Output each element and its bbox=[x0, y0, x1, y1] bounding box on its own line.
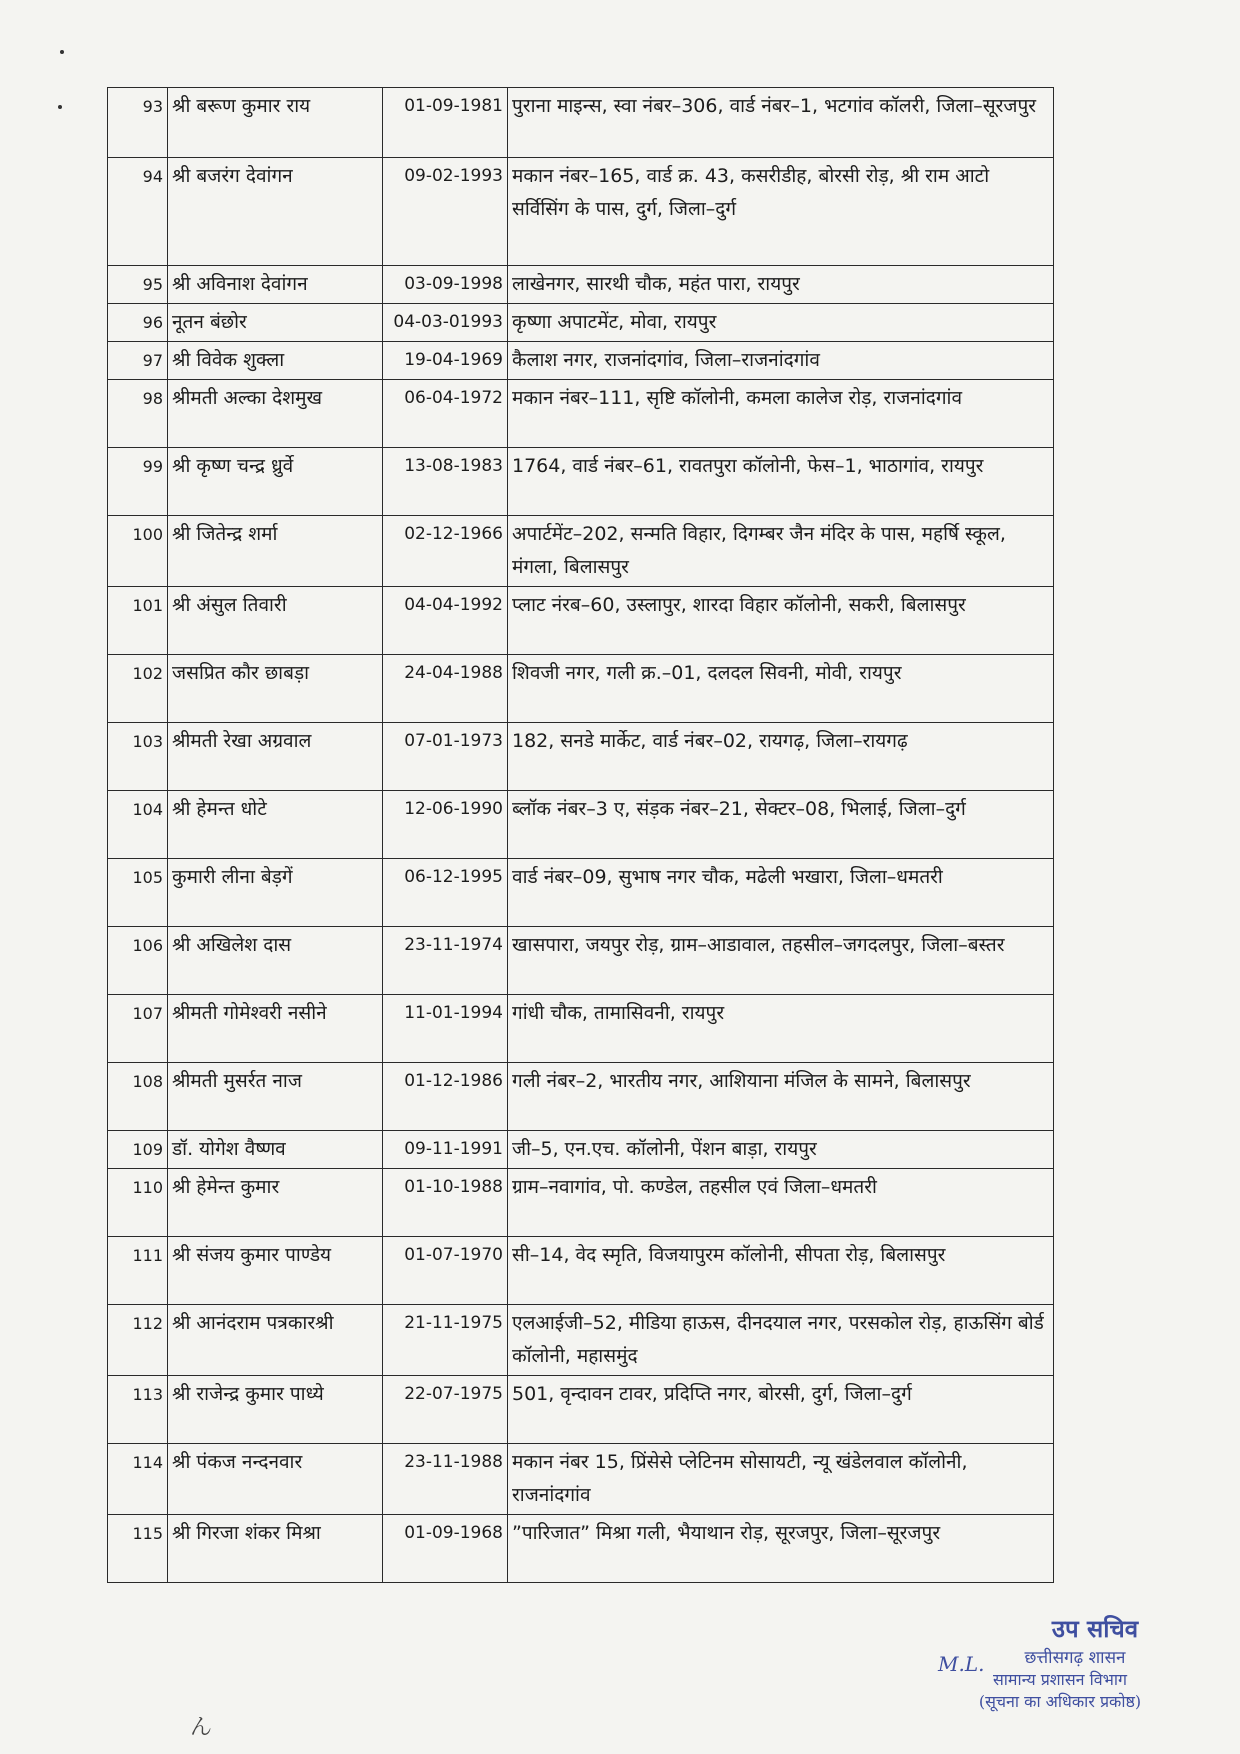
row-address: 182, सनडे मार्केट, वार्ड नंबर–02, रायगढ़, जिला–रायगढ़ bbox=[508, 723, 1054, 791]
row-date-of-birth: 21-11-1975 bbox=[383, 1305, 508, 1376]
table-row bbox=[108, 791, 1054, 859]
table-row bbox=[108, 723, 1054, 791]
row-date-of-birth: 01-12-1986 bbox=[383, 1063, 508, 1131]
row-name: श्री राजेन्द्र कुमार पाध्ये bbox=[168, 1376, 383, 1444]
row-serial-number: 98 bbox=[108, 380, 168, 448]
table-body bbox=[108, 88, 1054, 1583]
row-serial-number: 102 bbox=[108, 655, 168, 723]
row-date-of-birth: 06-12-1995 bbox=[383, 859, 508, 927]
row-date-of-birth: 23-11-1974 bbox=[383, 927, 508, 995]
row-name: श्री अविनाश देवांगन bbox=[168, 266, 383, 304]
row-serial-number: 105 bbox=[108, 859, 168, 927]
row-address: गांधी चौक, तामासिवनी, रायपुर bbox=[508, 995, 1054, 1063]
row-date-of-birth: 07-01-1973 bbox=[383, 723, 508, 791]
row-date-of-birth: 03-09-1998 bbox=[383, 266, 508, 304]
stamp-cell: (सूचना का अधिकार प्रकोष्ठ) bbox=[978, 1692, 1142, 1711]
row-name: श्री आनंदराम पत्रकारश्री bbox=[168, 1305, 383, 1376]
official-stamp bbox=[940, 1612, 1180, 1712]
row-address: पुराना माइन्स, स्वा नंबर–306, वार्ड नंबर–1, भटगांव कॉलरी, जिला–सूरजपुर bbox=[508, 88, 1054, 158]
row-serial-number: 113 bbox=[108, 1376, 168, 1444]
row-address: ”पारिजात” मिश्रा गली, भैयाथान रोड़, सूरजपुर, जिला–सूरजपुर bbox=[508, 1515, 1054, 1583]
row-date-of-birth: 04-04-1992 bbox=[383, 587, 508, 655]
punch-mark bbox=[58, 105, 62, 109]
row-address: प्लाट नंरब–60, उस्लापुर, शारदा विहार कॉलोनी, सकरी, बिलासपुर bbox=[508, 587, 1054, 655]
row-address: 501, वृन्दावन टावर, प्रदिप्ति नगर, बोरसी, दुर्ग, जिला–दुर्ग bbox=[508, 1376, 1054, 1444]
row-address: कृष्णा अपाटमेंट, मोवा, रायपुर bbox=[508, 304, 1054, 342]
row-serial-number: 112 bbox=[108, 1305, 168, 1376]
table-row bbox=[108, 1515, 1054, 1583]
row-serial-number: 109 bbox=[108, 1131, 168, 1169]
row-name: श्री संजय कुमार पाण्डेय bbox=[168, 1237, 383, 1305]
table-row bbox=[108, 88, 1054, 158]
row-name: श्री अखिलेश दास bbox=[168, 927, 383, 995]
signature-initials: M.L. bbox=[938, 1652, 985, 1676]
table-row bbox=[108, 380, 1054, 448]
row-name: श्री बरूण कुमार राय bbox=[168, 88, 383, 158]
row-address: लाखेनगर, सारथी चौक, महंत पारा, रायपुर bbox=[508, 266, 1054, 304]
row-date-of-birth: 12-06-1990 bbox=[383, 791, 508, 859]
table-row bbox=[108, 448, 1054, 516]
row-address: 1764, वार्ड नंबर–61, रावतपुरा कॉलोनी, फेस–1, भाठागांव, रायपुर bbox=[508, 448, 1054, 516]
row-address: मकान नंबर–111, सृष्टि कॉलोनी, कमला कालेज रोड़, राजनांदगांव bbox=[508, 380, 1054, 448]
row-address: जी–5, एन.एच. कॉलोनी, पेंशन बाड़ा, रायपुर bbox=[508, 1131, 1054, 1169]
table-row bbox=[108, 859, 1054, 927]
punch-mark bbox=[60, 50, 64, 54]
row-address: मकान नंबर–165, वार्ड क्र. 43, कसरीडीह, बोरसी रोड़, श्री राम आटो सर्विसिंग के पास, दुर्ग, जिला–दुर्ग bbox=[508, 158, 1054, 266]
row-name: श्री विवेक शुक्ला bbox=[168, 342, 383, 380]
table-row bbox=[108, 158, 1054, 266]
row-date-of-birth: 01-10-1988 bbox=[383, 1169, 508, 1237]
row-serial-number: 95 bbox=[108, 266, 168, 304]
table-row bbox=[108, 516, 1054, 587]
row-serial-number: 93 bbox=[108, 88, 168, 158]
row-name: डॉ. योगेश वैष्णव bbox=[168, 1131, 383, 1169]
row-date-of-birth: 01-09-1981 bbox=[383, 88, 508, 158]
row-serial-number: 106 bbox=[108, 927, 168, 995]
table-row bbox=[108, 1237, 1054, 1305]
table-row bbox=[108, 1444, 1054, 1515]
row-serial-number: 96 bbox=[108, 304, 168, 342]
row-name: श्री पंकज नन्दनवार bbox=[168, 1444, 383, 1515]
row-name: श्रीमती गोमेश्वरी नसीने bbox=[168, 995, 383, 1063]
table-row bbox=[108, 927, 1054, 995]
row-serial-number: 101 bbox=[108, 587, 168, 655]
row-name: श्रीमती अल्का देशमुख bbox=[168, 380, 383, 448]
stamp-dept: सामान्य प्रशासन विभाग bbox=[992, 1670, 1128, 1689]
row-name: श्री जितेन्द्र शर्मा bbox=[168, 516, 383, 587]
table-row bbox=[108, 587, 1054, 655]
row-serial-number: 99 bbox=[108, 448, 168, 516]
row-date-of-birth: 02-12-1966 bbox=[383, 516, 508, 587]
row-date-of-birth: 04-03-01993 bbox=[383, 304, 508, 342]
row-serial-number: 103 bbox=[108, 723, 168, 791]
row-address: अपार्टमेंट–202, सन्मति विहार, दिगम्बर जैन मंदिर के पास, महर्षि स्कूल, मंगला, बिलासपुर bbox=[508, 516, 1054, 587]
row-serial-number: 115 bbox=[108, 1515, 168, 1583]
row-serial-number: 100 bbox=[108, 516, 168, 587]
stamp-govt: छत्तीसगढ़ शासन bbox=[1024, 1648, 1126, 1668]
row-address: शिवजी नगर, गली क्र.–01, दलदल सिवनी, मोवी, रायपुर bbox=[508, 655, 1054, 723]
row-address: मकान नंबर 15, प्रिंसेसे प्लेटिनम सोसायटी, न्यू खंडेलवाल कॉलोनी, राजनांदगांव bbox=[508, 1444, 1054, 1515]
person-list-table bbox=[107, 87, 1054, 1583]
row-address: कैलाश नगर, राजनांदगांव, जिला–राजनांदगांव bbox=[508, 342, 1054, 380]
row-address: सी–14, वेद स्मृति, विजयापुरम कॉलोनी, सीपता रोड़, बिलासपुर bbox=[508, 1237, 1054, 1305]
row-serial-number: 114 bbox=[108, 1444, 168, 1515]
table-row bbox=[108, 304, 1054, 342]
handwritten-mark: ん bbox=[190, 1715, 213, 1740]
row-name: श्री गिरजा शंकर मिश्रा bbox=[168, 1515, 383, 1583]
row-date-of-birth: 01-09-1968 bbox=[383, 1515, 508, 1583]
row-date-of-birth: 22-07-1975 bbox=[383, 1376, 508, 1444]
row-serial-number: 94 bbox=[108, 158, 168, 266]
row-address: गली नंबर–2, भारतीय नगर, आशियाना मंजिल के सामने, बिलासपुर bbox=[508, 1063, 1054, 1131]
row-date-of-birth: 01-07-1970 bbox=[383, 1237, 508, 1305]
row-date-of-birth: 09-02-1993 bbox=[383, 158, 508, 266]
row-serial-number: 97 bbox=[108, 342, 168, 380]
row-serial-number: 108 bbox=[108, 1063, 168, 1131]
row-name: श्री अंसुल तिवारी bbox=[168, 587, 383, 655]
row-name: श्रीमती रेखा अग्रवाल bbox=[168, 723, 383, 791]
row-serial-number: 104 bbox=[108, 791, 168, 859]
row-date-of-birth: 13-08-1983 bbox=[383, 448, 508, 516]
row-serial-number: 107 bbox=[108, 995, 168, 1063]
row-name: श्री कृष्ण चन्द्र ध्रुर्वे bbox=[168, 448, 383, 516]
row-name: श्रीमती मुसर्रत नाज bbox=[168, 1063, 383, 1131]
row-date-of-birth: 06-04-1972 bbox=[383, 380, 508, 448]
row-date-of-birth: 09-11-1991 bbox=[383, 1131, 508, 1169]
table-row bbox=[108, 1131, 1054, 1169]
row-serial-number: 110 bbox=[108, 1169, 168, 1237]
stamp-title: उप सचिव bbox=[1051, 1614, 1139, 1643]
table-row bbox=[108, 655, 1054, 723]
row-name: कुमारी लीना बेड़गें bbox=[168, 859, 383, 927]
row-name: नूतन बंछोर bbox=[168, 304, 383, 342]
row-address: एलआईजी–52, मीडिया हाऊस, दीनदयाल नगर, परसकोल रोड़, हाऊसिंग बोर्ड कॉलोनी, महासमुंद bbox=[508, 1305, 1054, 1376]
row-date-of-birth: 11-01-1994 bbox=[383, 995, 508, 1063]
table-row bbox=[108, 342, 1054, 380]
table-row bbox=[108, 266, 1054, 304]
row-name: श्री हेमन्त धोटे bbox=[168, 791, 383, 859]
row-date-of-birth: 23-11-1988 bbox=[383, 1444, 508, 1515]
row-address: ब्लॉक नंबर–3 ए, संड़क नंबर–21, सेक्टर–08, भिलाई, जिला–दुर्ग bbox=[508, 791, 1054, 859]
row-name: श्री हेमेन्त कुमार bbox=[168, 1169, 383, 1237]
row-address: ग्राम–नवागांव, पो. कण्डेल, तहसील एवं जिला–धमतरी bbox=[508, 1169, 1054, 1237]
table-row bbox=[108, 1305, 1054, 1376]
table-row bbox=[108, 995, 1054, 1063]
row-name: श्री बजरंग देवांगन bbox=[168, 158, 383, 266]
row-date-of-birth: 24-04-1988 bbox=[383, 655, 508, 723]
row-address: वार्ड नंबर–09, सुभाष नगर चौक, मढेली भखारा, जिला–धमतरी bbox=[508, 859, 1054, 927]
table-row bbox=[108, 1169, 1054, 1237]
row-date-of-birth: 19-04-1969 bbox=[383, 342, 508, 380]
row-serial-number: 111 bbox=[108, 1237, 168, 1305]
table-row bbox=[108, 1063, 1054, 1131]
row-address: खासपारा, जयपुर रोड़, ग्राम–आडावाल, तहसील–जगदलपुर, जिला–बस्तर bbox=[508, 927, 1054, 995]
row-name: जसप्रित कौर छाबड़ा bbox=[168, 655, 383, 723]
table-row bbox=[108, 1376, 1054, 1444]
